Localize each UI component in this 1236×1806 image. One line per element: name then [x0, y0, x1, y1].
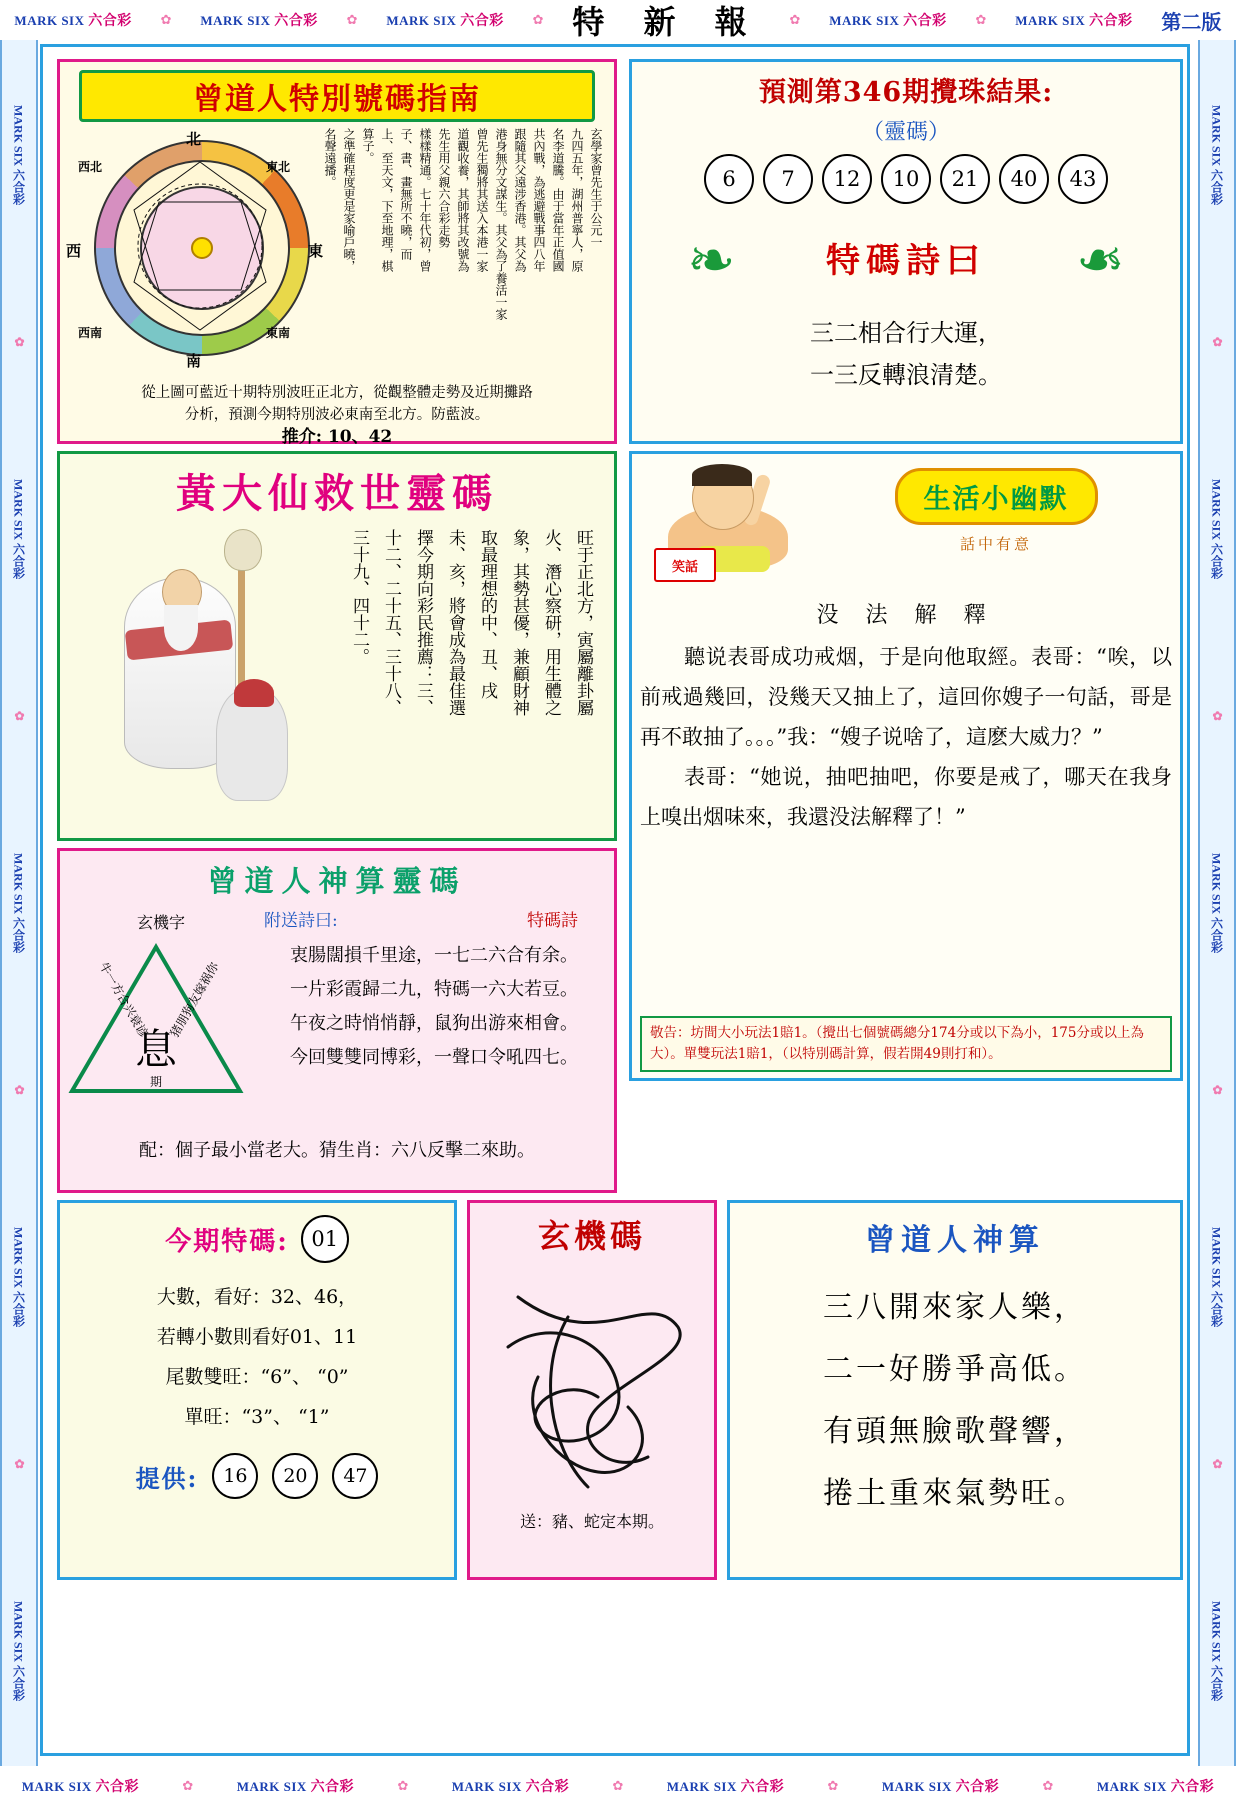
divine-footer: 配：個子最小當老大。猜生肖：六八反擊二來助。 — [139, 1140, 535, 1161]
text-column: 旺于正北方，寅屬離卦屬 — [573, 529, 593, 716]
flower-icon: ✿ — [789, 12, 801, 28]
guide-column: 玄學家曾先生于公元一 — [589, 128, 603, 248]
joke-title: 没 法 解 釋 — [816, 603, 996, 628]
flower-icon: ✿ — [1210, 708, 1225, 723]
text-column: 火、潛心察研，用生體之 — [541, 529, 561, 716]
scribble-drawing — [478, 1257, 712, 1507]
guide-column: 子、書、畫無所不曉，而 — [399, 128, 413, 260]
panel-title: 曾道人特別號碼指南 — [193, 82, 481, 117]
guide-column: 名李道騰。由于當年正值國 — [551, 128, 565, 272]
poem-line: 二一好勝爭高低。 — [823, 1352, 1087, 1387]
rail-text: MARK SIX 六合彩 — [1209, 478, 1224, 579]
marksix-logo: MARK SIX 六合彩 — [386, 13, 504, 29]
compass-label-northeast: 東北 — [266, 160, 291, 174]
recommend-value: 10、42 — [327, 427, 393, 447]
beard-shape — [164, 605, 198, 651]
prediction-poem — [640, 312, 1172, 396]
poem-line: 一片彩霞歸二九，特碼一六大若豆。 — [290, 979, 578, 1000]
marksix-logo-cn: 六合彩 — [95, 1780, 140, 1795]
flower-icon: ✿ — [160, 12, 172, 28]
flower-icon: ✿ — [827, 1778, 839, 1794]
wong-tai-sin-text — [306, 529, 608, 829]
panel-subtitle: 話中有意 — [959, 535, 1032, 553]
marksix-logo: MARK SIX 六合彩 — [21, 1779, 140, 1795]
panel-title: 曾道人神算 — [865, 1223, 1045, 1258]
rail-text: MARK SIX 六合彩 — [1209, 1226, 1224, 1327]
joke-paragraph: 表哥：“她说，抽吧抽吧，你要是戒了，哪天在我身上嗅出烟味來，我還没法解釋了！” — [640, 765, 1172, 829]
provide-number-ball: 16 — [212, 1453, 258, 1499]
panel-title-banner — [79, 70, 595, 122]
panel-divine-calculation — [727, 1200, 1183, 1580]
rail-text: MARK SIX 六合彩 — [1209, 852, 1224, 953]
lottery-ball: 40 — [999, 154, 1049, 204]
wreath-title: 特碼詩曰 — [826, 240, 986, 281]
guide-column: 名聲遠播。 — [323, 128, 337, 188]
text-column: 取最理想的中、丑、戌 — [477, 529, 497, 699]
cartoon-hair — [692, 464, 752, 486]
panel-current-special-number — [57, 1200, 457, 1580]
lottery-ball: 10 — [881, 154, 931, 204]
flower-icon: ✿ — [346, 12, 358, 28]
betting-notice: 敬告：坊間大小玩法1賠1。（攪出七個號碼總分174分或以下為小，175分或以上為大）。單雙玩法1賠1，（以特別碼計算，假若開49則打和）。 — [640, 1016, 1172, 1072]
bottom-marquee-band — [0, 1766, 1236, 1806]
marksix-logo-cn: 六合彩 — [88, 14, 132, 29]
panel-divine-code — [57, 848, 617, 1193]
marksix-logo-cn: 六合彩 — [740, 1780, 785, 1795]
poem-line: 三二相合行大運， — [810, 319, 1002, 347]
compass-label-west: 西 — [66, 242, 82, 260]
compass-label-north: 北 — [186, 130, 202, 148]
marksix-logo: MARK SIX 六合彩 — [200, 13, 318, 29]
immortal-illustration — [66, 529, 306, 829]
guide-footer-line2: 分析，預測今期特別波必東南至北方。防藍波。 — [184, 407, 490, 423]
rail-text: MARK SIX 六合彩 — [11, 478, 26, 579]
poem-label-left: 附送詩曰: — [264, 911, 338, 931]
compass-label-southwest: 西南 — [78, 326, 103, 340]
guide-column: 九四五年，湖州普寧人，原 — [570, 128, 584, 272]
marksix-logo-cn: 六合彩 — [310, 1780, 355, 1795]
laurel-leaf-icon: ❧ — [1076, 226, 1125, 294]
top-marquee-band — [0, 0, 1236, 40]
marksix-logo: MARK SIX 六合彩 — [666, 1779, 785, 1795]
marksix-logo-cn: 六合彩 — [1170, 1780, 1215, 1795]
guide-column: 港身無分文謀生。其父為了養活一家 — [494, 128, 508, 320]
flower-icon: ✿ — [1210, 334, 1225, 349]
guide-column: 曾先生獨將其送入本港一家 — [475, 128, 489, 272]
marksix-logo: MARK SIX 六合彩 — [881, 1779, 1000, 1795]
page-title: 特 新 報 — [572, 3, 761, 41]
flower-icon: ✿ — [397, 1778, 409, 1794]
text-column: 未、亥，將會成為最佳選 — [445, 529, 465, 716]
marksix-logo: MARK SIX 六合彩 — [829, 13, 947, 29]
guide-column: 先生用父親六合彩走勢 — [437, 128, 451, 248]
guide-column: 之準確程度更是家喻戶曉， — [342, 128, 356, 272]
marksix-logo: MARK SIX 六合彩 — [1096, 1779, 1215, 1795]
flower-icon: ✿ — [612, 1778, 624, 1794]
guide-text-columns — [321, 128, 608, 378]
flower-icon: ✿ — [975, 12, 987, 28]
marksix-logo-cn: 六合彩 — [955, 1780, 1000, 1795]
rail-text: MARK SIX 六合彩 — [11, 1226, 26, 1327]
panel-life-humor — [629, 451, 1183, 1081]
guide-column: 共內戰，為逃避戰事四八年 — [532, 128, 546, 272]
prediction-subtitle: （靈碼） — [861, 120, 950, 145]
guide-column: 上、至天文，下至地理，棋 — [380, 128, 394, 272]
panel-special-number-guide — [57, 59, 617, 447]
poem-line: 今回雙雙同博彩，一聲口令吼四七。 — [290, 1047, 578, 1068]
poem-line: 捲土重來氣勢旺。 — [823, 1476, 1087, 1511]
note-line: 大數，看好：32、46， — [156, 1286, 358, 1308]
rail-text: MARK SIX 六合彩 — [11, 852, 26, 953]
child-hat — [234, 679, 274, 707]
marksix-logo-cn: 六合彩 — [525, 1780, 570, 1795]
panel-draw-prediction — [629, 59, 1183, 444]
flower-icon: ✿ — [532, 12, 544, 28]
prediction-title: 預測第346期攪珠結果: — [758, 77, 1054, 108]
marksix-logo-cn: 六合彩 — [903, 14, 947, 29]
poem-label-right: 特碼詩 — [527, 911, 578, 931]
marksix-logo: MARK SIX 六合彩 — [451, 1779, 570, 1795]
flower-icon: ✿ — [1210, 1082, 1225, 1097]
mystic-scribble — [478, 1257, 706, 1507]
predicted-numbers-row — [640, 154, 1172, 204]
special-number-notes — [68, 1277, 446, 1437]
right-rail — [1198, 40, 1236, 1766]
note-line: 單旺：“3”、 “1” — [184, 1406, 330, 1428]
panel-title: 曾道人神算靈碼 — [207, 864, 467, 898]
flower-icon: ✿ — [12, 334, 27, 349]
content-frame — [40, 44, 1190, 1756]
joke-body — [640, 637, 1172, 837]
recommend-label: 推介: — [281, 427, 323, 447]
text-column: 象，其勢甚優，兼顧財神 — [509, 529, 529, 716]
panel-title: 生活小幽默 — [895, 468, 1098, 525]
note-line: 若轉小數則看好01、11 — [156, 1326, 358, 1348]
guide-recommendation — [66, 426, 608, 448]
cartoon-illustration — [640, 462, 810, 580]
xuanji-triangle — [66, 939, 246, 1099]
triangle-left-text: 牛一方合兴衰谚 — [96, 959, 151, 1040]
guide-column: 跟隨其父遠涉香港。其父為 — [513, 128, 527, 272]
marksix-logo: MARK SIX 六合彩 — [1015, 13, 1133, 29]
flower-icon: ✿ — [1042, 1778, 1054, 1794]
flower-icon: ✿ — [12, 708, 27, 723]
flower-icon: ✿ — [12, 1082, 27, 1097]
note-line: 尾數雙旺：“6”、 “0” — [165, 1366, 349, 1388]
special-number-ball: 01 — [301, 1215, 349, 1263]
poem-line: 有頭無臉歌聲響， — [823, 1414, 1087, 1449]
rail-text: MARK SIX 六合彩 — [1209, 1600, 1224, 1701]
laurel-leaf-icon: ❧ — [687, 226, 736, 294]
lottery-ball: 7 — [763, 154, 813, 204]
guide-column: 樣樣精通。七十年代初，曾 — [418, 128, 432, 272]
triangle-bottom-text: 期 — [150, 1075, 163, 1089]
rail-text: MARK SIX 六合彩 — [11, 1600, 26, 1701]
text-column: 十二、二十五、三十八、 — [381, 529, 401, 716]
compass-label-east: 東 — [308, 242, 324, 260]
panel-title: 黃大仙救世靈碼 — [176, 470, 498, 517]
divine-poem — [260, 939, 608, 1075]
mystic-footer: 送：豬、蛇定本期。 — [519, 1512, 664, 1531]
marksix-logo-cn: 六合彩 — [274, 14, 318, 29]
lottery-ball: 43 — [1058, 154, 1108, 204]
poem-line: 衷腸闊損千里途，一七二六合有余。 — [290, 945, 578, 966]
poem-line: 一三反轉浪清楚。 — [810, 361, 1002, 389]
marksix-logo: MARK SIX 六合彩 — [14, 13, 132, 29]
poem-line: 午夜之時悄悄靜，鼠狗出游來相會。 — [290, 1013, 578, 1034]
panel-wong-tai-sin — [57, 451, 617, 841]
flower-icon: ✿ — [182, 1778, 194, 1794]
text-column: 三十九、四十二。 — [349, 529, 369, 665]
panel-title: 玄機碼 — [537, 1217, 646, 1255]
text-column: 擇今期向彩民推薦：三、 — [413, 529, 433, 716]
gourd-icon — [224, 529, 262, 571]
lottery-ball: 12 — [822, 154, 872, 204]
flower-icon: ✿ — [12, 1456, 27, 1471]
guide-column: 道觀收養，其師將其改號為 — [456, 128, 470, 272]
joke-paragraph: 聽说表哥成功戒烟，于是向他取經。表哥：“唉，以前戒過幾回，没幾天又抽上了，這回你嫂子一句話，哥是再不敢抽了。。。”我：“嫂子说啥了，這麽大威力？” — [640, 645, 1172, 749]
joke-card-icon: 笑話 — [654, 548, 716, 582]
triangle-right-text: 猪朋狗友嫁祸你 — [167, 959, 222, 1040]
marksix-logo-cn: 六合彩 — [460, 14, 504, 29]
provide-number-ball: 47 — [332, 1453, 378, 1499]
rail-text: MARK SIX 六合彩 — [11, 104, 26, 205]
marksix-logo: MARK SIX 六合彩 — [236, 1779, 355, 1795]
wreath-banner — [681, 218, 1131, 296]
guide-footer-line1: 從上圖可藍近十期特別波旺正北方，從觀整體走勢及近期攤路 — [141, 385, 533, 401]
poem-line: 三八開來家人樂， — [823, 1290, 1087, 1325]
edition-label: 第二版 — [1161, 9, 1222, 34]
compass-diagram — [66, 128, 324, 378]
compass-label-south: 南 — [186, 352, 202, 370]
flower-icon: ✿ — [1210, 1456, 1225, 1471]
lottery-ball: 21 — [940, 154, 990, 204]
guide-footer — [66, 382, 608, 448]
panel-mystic-code — [467, 1200, 717, 1580]
marksix-logo-cn: 六合彩 — [1089, 14, 1133, 29]
lottery-ball: 6 — [704, 154, 754, 204]
provide-number-ball: 20 — [272, 1453, 318, 1499]
rail-text: MARK SIX 六合彩 — [1209, 104, 1224, 205]
compass-label-southeast: 東南 — [266, 326, 291, 340]
left-rail — [0, 40, 38, 1766]
calculation-poem — [738, 1277, 1172, 1525]
xuanji-label: 玄機字 — [136, 913, 185, 932]
panel-title: 今期特碼: — [165, 1226, 289, 1257]
compass-label-northwest: 西北 — [78, 160, 103, 174]
guide-column: 算子。 — [361, 128, 375, 164]
provide-label: 提供: — [135, 1463, 199, 1493]
xuanji-character: 息 — [134, 1025, 177, 1074]
